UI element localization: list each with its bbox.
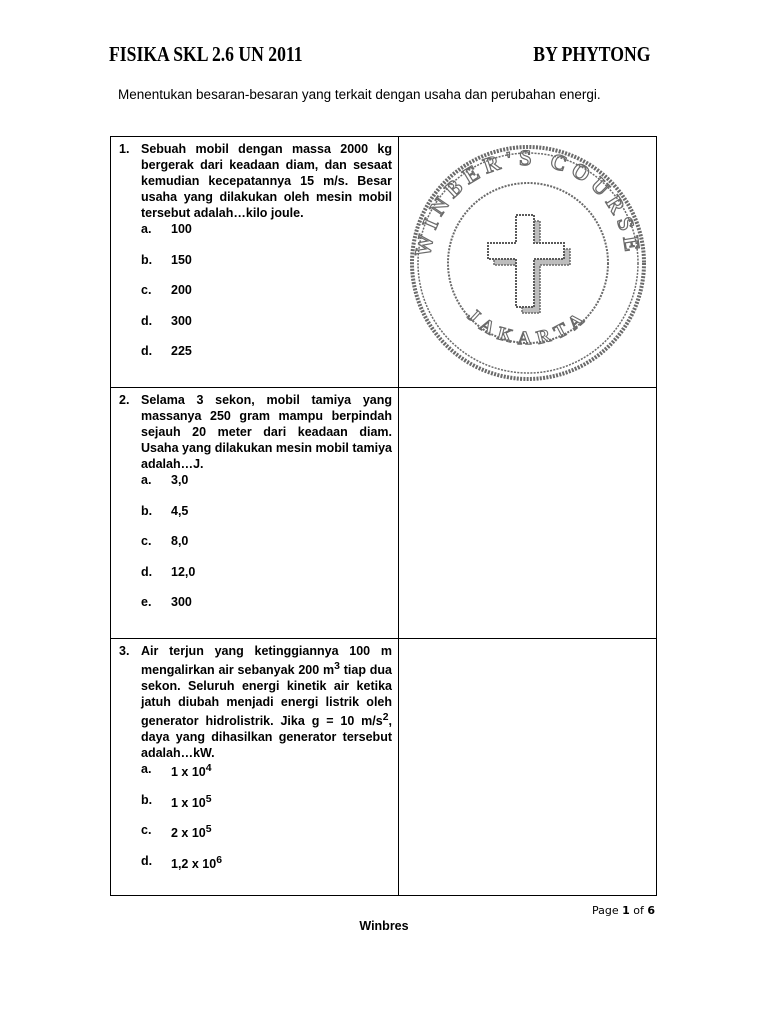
option-b bbox=[141, 252, 392, 283]
intro-text: Menentukan besaran-besaran yang terkait dengan usaha dan perubahan energi. bbox=[118, 87, 601, 102]
stamp-bottom-text: JAKARTA bbox=[462, 304, 593, 350]
option-letter: c. bbox=[141, 823, 152, 838]
page-current: 1 bbox=[622, 904, 630, 917]
superscript: 3 bbox=[334, 661, 340, 672]
option-value: 225 bbox=[171, 344, 192, 358]
question-number: 2. bbox=[119, 393, 130, 407]
option-d bbox=[141, 313, 392, 344]
option-value: 12,0 bbox=[171, 564, 196, 579]
option-letter: a. bbox=[141, 222, 152, 236]
header-title: FISIKA SKL 2.6 UN 2011 bbox=[109, 42, 303, 66]
answer-cell-2 bbox=[399, 388, 657, 639]
cross-icon bbox=[488, 215, 570, 313]
option-value: 8,0 bbox=[171, 534, 189, 548]
option-b bbox=[141, 792, 392, 823]
option-b bbox=[141, 503, 392, 534]
option-exponent: 5 bbox=[205, 824, 212, 836]
option-a bbox=[141, 472, 392, 503]
option-d bbox=[141, 564, 392, 595]
question-cell-2 bbox=[111, 388, 399, 639]
option-letter: c. bbox=[141, 283, 152, 297]
option-letter: b. bbox=[141, 252, 153, 267]
option-value bbox=[171, 853, 222, 872]
option-letter: a. bbox=[141, 762, 152, 777]
footer-name: Winbres bbox=[359, 919, 409, 933]
question-number: 1. bbox=[119, 142, 130, 156]
question-text-part: tiap dua sekon. Seluruh energi kinetik air ketika jatuh diubah menjadi energi listrik oleh generator hidrolistrik. Jika g = 10 m/s bbox=[141, 663, 392, 729]
option-value: 100 bbox=[171, 222, 192, 236]
option-value: 150 bbox=[171, 252, 192, 267]
option-letter: b. bbox=[141, 503, 153, 518]
option-exponent: 5 bbox=[205, 793, 212, 805]
question-text: Selama 3 sekon, mobil tamiya yang massanya 250 gram mampu berpindah sejauh 20 meter dari keadaan diam. Usaha yang dilakukan mesin mobil tamiya adalah…J. bbox=[141, 393, 392, 471]
option-e bbox=[141, 594, 392, 625]
option-letter: d. bbox=[141, 344, 153, 358]
option-exponent: 6 bbox=[216, 854, 222, 866]
option-value bbox=[171, 822, 212, 841]
question-cell-3 bbox=[111, 639, 399, 896]
header-author: BY PHYTONG bbox=[532, 42, 650, 66]
page-number bbox=[592, 904, 655, 917]
questions-table bbox=[110, 136, 657, 896]
option-c bbox=[141, 282, 392, 313]
stamp-top-text: WINBER'S COURSE bbox=[409, 145, 646, 259]
option-d-second bbox=[141, 343, 392, 374]
option-value: 200 bbox=[171, 283, 192, 297]
page-word: Page bbox=[592, 904, 619, 917]
superscript: 2 bbox=[382, 712, 389, 724]
question-cell-1 bbox=[111, 137, 399, 388]
option-letter: d. bbox=[141, 313, 153, 328]
question-text-part: , daya yang dihasilkan generator tersebut adalah…kW. bbox=[141, 714, 392, 761]
option-value bbox=[171, 792, 212, 811]
option-letter: d. bbox=[141, 564, 153, 579]
option-base: 2 x 10 bbox=[171, 826, 206, 841]
question-number: 3. bbox=[119, 644, 130, 658]
question-text-part: Air terjun yang ketinggiannya 100 m mengalirkan air sebanyak 200 m bbox=[141, 644, 392, 678]
option-a bbox=[141, 221, 392, 252]
option-letter: a. bbox=[141, 473, 152, 487]
page-total: 6 bbox=[647, 904, 656, 917]
question-text: Sebuah mobil dengan massa 2000 kg bergerak dari keadaan diam, dan sesaat kemudian kecepatannya 15 m/s. Besar usaha yang dilakukan oleh mesin mobil tersebut adalah…kilo joule. bbox=[141, 142, 392, 220]
winbers-course-stamp bbox=[408, 143, 648, 383]
answer-cell-3 bbox=[399, 639, 657, 896]
option-base: 1 x 10 bbox=[171, 795, 206, 810]
option-value bbox=[171, 761, 212, 780]
option-value: 4,5 bbox=[171, 503, 189, 518]
option-c bbox=[141, 822, 392, 853]
option-base: 1,2 x 10 bbox=[171, 856, 217, 871]
option-a bbox=[141, 761, 392, 792]
option-c bbox=[141, 533, 392, 564]
question-text bbox=[141, 643, 392, 761]
page-header bbox=[109, 40, 650, 74]
option-letter: b. bbox=[141, 792, 153, 807]
option-d bbox=[141, 853, 392, 884]
option-value: 3,0 bbox=[171, 473, 189, 487]
option-letter: e. bbox=[141, 595, 152, 609]
answer-cell-1 bbox=[399, 137, 657, 388]
question-row-3 bbox=[111, 639, 657, 896]
option-letter: c. bbox=[141, 534, 152, 548]
question-row-1 bbox=[111, 137, 657, 388]
page-of: of bbox=[633, 904, 644, 917]
question-row-2 bbox=[111, 388, 657, 639]
option-exponent: 4 bbox=[205, 763, 212, 775]
option-letter: d. bbox=[141, 853, 153, 868]
option-base: 1 x 10 bbox=[171, 765, 206, 780]
option-value: 300 bbox=[171, 595, 192, 609]
option-value: 300 bbox=[171, 313, 192, 328]
